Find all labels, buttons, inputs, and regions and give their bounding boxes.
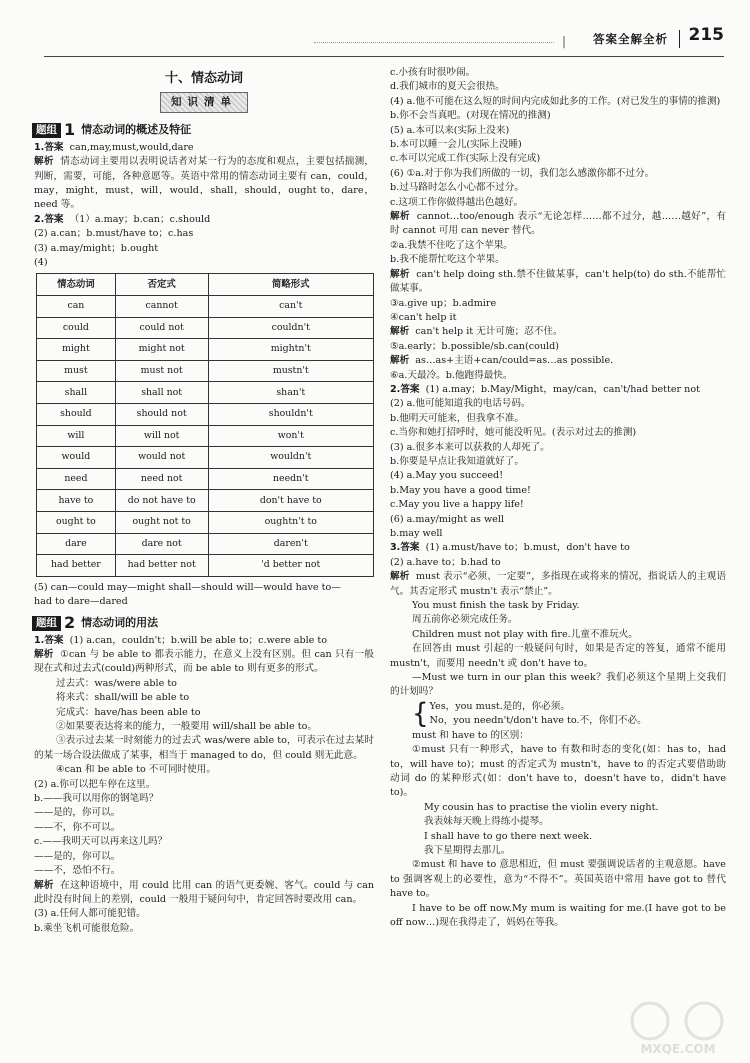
r27: (4) a.May you succeed! xyxy=(390,470,504,482)
r9: b.过马路时怎么小心都不过分。 xyxy=(390,182,524,194)
group-label: 题组 xyxy=(32,616,61,631)
r21: 2.答案 (1) a.may；b.May/Might，may/can，can't/had better not xyxy=(390,383,700,395)
table-row xyxy=(37,555,374,577)
g2-q1-answer: 1.答案 (1) a.can，couldn't；b.will be able to；c.were able to xyxy=(34,634,328,646)
table-row xyxy=(37,382,374,404)
r25: (3) a.很多本来可以获救的人却死了。 xyxy=(390,441,550,453)
r17: 解析 can't help it 无计可施；忍不住。 xyxy=(390,326,563,338)
group-number: 1 xyxy=(64,120,76,140)
table-cell: mustn't xyxy=(208,360,373,382)
r26: b.你要是早点让我知道就好了。 xyxy=(390,455,524,467)
r1: c.小孩有时很吵闹。 xyxy=(390,67,476,78)
s2a: (2) a.你可以把车停在这里。 xyxy=(34,778,156,790)
table-cell: needn't xyxy=(208,468,373,490)
table-cell: have to xyxy=(37,490,116,512)
s2c2: ——不，恐怕不行。 xyxy=(34,865,121,877)
r23: b.他明天可能来，但我拿不准。 xyxy=(390,412,524,424)
point-2: ②如果要表达将来的能力，一般要用 will/shall be able to。 xyxy=(56,721,317,733)
r29: c.May you live a happy life! xyxy=(390,499,524,511)
s2b2: ——不，你不可以。 xyxy=(34,821,121,833)
group-2-heading xyxy=(32,612,374,632)
table-cell: should xyxy=(37,404,116,426)
q2-line-3: (3) a.may/might；b.ought xyxy=(34,242,159,254)
past-form: 过去式：was/were able to xyxy=(56,677,177,689)
table-cell: must xyxy=(37,360,116,382)
r15: ③a.give up；b.admire xyxy=(390,297,497,309)
knowledge-list-badge: 知识清单 xyxy=(160,92,248,112)
s2-analysis: 解析 在这种语境中，用 could 比用 can 的语气更委婉、客气。could 与 can 此时没有时间上的差别，could 一般用于疑问句中，肯定回答时要改用 can。 xyxy=(34,879,375,905)
table-cell: need xyxy=(37,468,116,490)
table-cell: couldn't xyxy=(208,317,373,339)
r42: must 和 have to 的区别： xyxy=(412,729,529,741)
watermark-logo xyxy=(614,999,742,1057)
table-cell: should not xyxy=(115,404,208,426)
table-cell: might not xyxy=(115,339,208,361)
s3a: (3) a.任何人都可能犯错。 xyxy=(34,908,146,920)
r28: b.May you have a good time! xyxy=(390,484,531,496)
table-row xyxy=(37,296,374,318)
header-separator xyxy=(679,30,680,48)
r35: You must finish the task by Friday. xyxy=(412,600,580,612)
r32: 3.答案 (1) a.must/have to；b.must，don't have to xyxy=(390,542,630,554)
table-cell: cannot xyxy=(115,296,208,318)
perfect-form: 完成式：have/has been able to xyxy=(56,706,201,718)
point-4: ④can 和 be able to 不可同时使用。 xyxy=(56,764,216,776)
q2-line-5b: had to dare—dared xyxy=(34,596,128,608)
r14: 解析 can't help doing sth.禁不住做某事，can't help(to) do sth.不能帮忙做某事。 xyxy=(390,268,727,295)
table-header: 情态动词 xyxy=(37,274,116,296)
table-cell: oughtn't to xyxy=(208,512,373,534)
table-cell: shall xyxy=(37,382,116,404)
r45: 我表妹每天晚上得练小提琴。 xyxy=(424,816,549,828)
r11: 解析 cannot…too/enough 表示“无论怎样……都不过分，越……越好”，有时 cannot 可用 can never 替代。 xyxy=(390,211,726,237)
table-cell: can't xyxy=(208,296,373,318)
table-header: 简略形式 xyxy=(208,274,373,296)
r33: (2) a.have to；b.had to xyxy=(390,556,501,568)
r4: b.你不会当真吧。(对现在情况的推测) xyxy=(390,110,551,122)
group-number: 2 xyxy=(64,612,76,632)
table-row xyxy=(37,425,374,447)
table-row xyxy=(37,339,374,361)
table-cell: shan't xyxy=(208,382,373,404)
r5: (5) a.本可以来(实际上没来) xyxy=(390,124,510,136)
table-cell: need not xyxy=(115,468,208,490)
r40: Yes，you must.是的，你必须。 xyxy=(429,700,570,712)
header-dotted-line xyxy=(314,42,554,43)
r30: (6) a.may/might as well xyxy=(390,513,504,525)
table-cell: would xyxy=(37,447,116,469)
g2-q1-analysis-1: 解析 ①can 与 be able to 都表示能力，在意义上没有区别。但 can 只有一般现在式和过去式(could)两种形式，而 be able to 则有更多的形式。 xyxy=(34,649,374,675)
modal-verb-table xyxy=(36,273,374,576)
r36: 周五前你必须完成任务。 xyxy=(412,614,518,626)
s2c: c.——我明天可以再来这儿吗？ xyxy=(34,836,168,848)
page-number: 215 xyxy=(688,25,724,45)
watermark-text: MXQE.COM xyxy=(640,1042,716,1056)
point-3: ③表示过去某一时刻能力的过去式 was/were able to，可表示在过去某时的某一场合设法做成了某事，相当于 managed to do，但 could 则无此意。 xyxy=(34,735,374,761)
r37: Children must not play with fire.儿童不准玩火。 xyxy=(412,628,638,640)
header-bar: | xyxy=(561,34,566,48)
right-column xyxy=(390,66,726,930)
page-header xyxy=(44,26,724,57)
table-cell: ought not to xyxy=(115,512,208,534)
table-cell: wouldn't xyxy=(208,447,373,469)
table-cell: can xyxy=(37,296,116,318)
s2c1: ——是的，你可以。 xyxy=(34,850,121,862)
table-cell: had better not xyxy=(115,555,208,577)
table-cell: will not xyxy=(115,425,208,447)
table-row xyxy=(37,360,374,382)
s3b: b.乘坐飞机可能很危险。 xyxy=(34,922,140,934)
table-row xyxy=(37,533,374,555)
r49: I have to be off now.My mum is waiting for me.(I have got to be off now…)现在我得走了，妈妈在等我。 xyxy=(390,902,726,928)
table-row xyxy=(37,468,374,490)
r43: ①must 只有一种形式，have to 有数和时态的变化(如：has to，had to，will have to)；must 的否定式为 mustn't，have to 的否定式要借助助动词 do 的某种形式(如：don't have to，doesn't have to，didn't have to)。 xyxy=(390,744,726,799)
table-header-row xyxy=(37,274,374,296)
table-header: 否定式 xyxy=(115,274,208,296)
r20: ⑥a.天最冷。b.他跑得最快。 xyxy=(390,369,513,381)
table-cell: don't have to xyxy=(208,490,373,512)
group-1-heading xyxy=(32,120,374,140)
table-row xyxy=(37,404,374,426)
r3: (4) a.他不可能在这么短的时间内完成如此多的工作。(对已发生的事情的推测) xyxy=(390,95,721,107)
table-cell: do not have to xyxy=(115,490,208,512)
r38: 在回答由 must 引起的一般疑问句时，如果是否定的答复，通常不能用 mustn't，而要用 needn't 或 don't have to。 xyxy=(390,643,726,669)
group-label: 题组 xyxy=(32,123,61,138)
table-cell: will xyxy=(37,425,116,447)
q2-line-4: (4) xyxy=(34,257,48,269)
table-cell: mightn't xyxy=(208,339,373,361)
r8: (6) ①a.对于你为我们所做的一切，我们怎么感激你都不过分。 xyxy=(390,167,655,179)
table-row xyxy=(37,490,374,512)
table-cell: won't xyxy=(208,425,373,447)
r24: c.当你和她打招呼时，她可能没听见。(表示对过去的推测) xyxy=(390,427,637,439)
table-cell: shouldn't xyxy=(208,404,373,426)
brace-icon: { xyxy=(412,698,429,731)
q2-line-5: (5) can—could may—might shall—should will—would have to— xyxy=(34,581,341,593)
table-cell: could not xyxy=(115,317,208,339)
s2b: b.——我可以用你的钢笔吗？ xyxy=(34,793,159,805)
table-cell: must not xyxy=(115,360,208,382)
r6: b.本可以睡一会儿(实际上没睡) xyxy=(390,139,522,151)
table-row xyxy=(37,317,374,339)
table-cell: shall not xyxy=(115,382,208,404)
future-form: 将来式：shall/will be able to xyxy=(56,692,190,704)
r16: ④can't help it xyxy=(390,311,457,323)
left-column xyxy=(34,66,374,936)
q1-analysis: 解析 情态动词主要用以表明说话者对某一行为的态度和观点，主要包括揣测，判断，需要，可能，各种意愿等。英语中常用的情态动词主要有 can，could，may，might，must，will，would，shall，should，ought to，dare，need 等。 xyxy=(34,156,375,211)
r46: I shall have to go there next week. xyxy=(424,830,593,842)
r18: ⑤a.early；b.possible/sb.can(could) xyxy=(390,340,559,352)
q2-answer-line: 2.答案 （1）a.may；b.can；c.should xyxy=(34,213,211,225)
r2: d.我们城市的夏天会很热。 xyxy=(390,81,505,93)
r34: 解析 must 表示“必须、一定要”，多指现在或将来的情况，指说话人的主观语气。其否定形式 mustn't 表示“禁止”。 xyxy=(390,571,726,597)
group-title: 情态动词的概述及特征 xyxy=(81,123,192,137)
r22: (2) a.他可能知道我的电话号码。 xyxy=(390,398,531,410)
q1-answer-line: 1.答案 can,may,must,would,dare xyxy=(34,141,194,153)
table-cell: daren't xyxy=(208,533,373,555)
section-title: 十、情态动词 xyxy=(164,71,243,86)
watermark-circle xyxy=(632,1003,668,1039)
table-cell: would not xyxy=(115,447,208,469)
table-cell: could xyxy=(37,317,116,339)
table-cell: 'd better not xyxy=(208,555,373,577)
s2b1: ——是的，你可以。 xyxy=(34,807,121,819)
watermark-circle xyxy=(686,1003,722,1039)
table-row xyxy=(37,512,374,534)
table-cell: might xyxy=(37,339,116,361)
r7: c.本可以完成工作(实际上没有完成) xyxy=(390,153,541,165)
r12: ②a.我禁不住吃了这个苹果。 xyxy=(390,239,513,251)
r47: 我下星期得去那儿。 xyxy=(424,844,511,856)
table-cell: dare not xyxy=(115,533,208,555)
r10: c.这项工作你做得越出色越好。 xyxy=(390,196,524,208)
table-row xyxy=(37,447,374,469)
r41: No，you needn't/don't have to.不，你们不必。 xyxy=(429,715,647,727)
table-cell: ought to xyxy=(37,512,116,534)
r13: b.我不能帮忙吃这个苹果。 xyxy=(390,254,505,266)
group-title: 情态动词的用法 xyxy=(81,615,159,629)
table-cell: dare xyxy=(37,533,116,555)
r39: —Must we turn in our plan this week？我们必须这个星期上交我们的计划吗？ xyxy=(390,672,726,698)
r31: b.may well xyxy=(390,528,443,539)
header-title: 答案全解全析 xyxy=(593,32,668,46)
r48: ②must 和 have to 意思相近，但 must 要强调说话者的主观意愿。have to 强调客观上的必要性，意为“不得不”。英国英语中常用 have got to 替代 have to。 xyxy=(390,859,726,900)
table-cell: had better xyxy=(37,555,116,577)
q2-line-2: (2) a.can；b.must/have to；c.has xyxy=(34,228,194,240)
r44: My cousin has to practise the violin every night. xyxy=(424,801,659,813)
answer-brace xyxy=(390,700,726,729)
r19: 解析 as…as+主语+can/could=as…as possible. xyxy=(390,355,614,367)
